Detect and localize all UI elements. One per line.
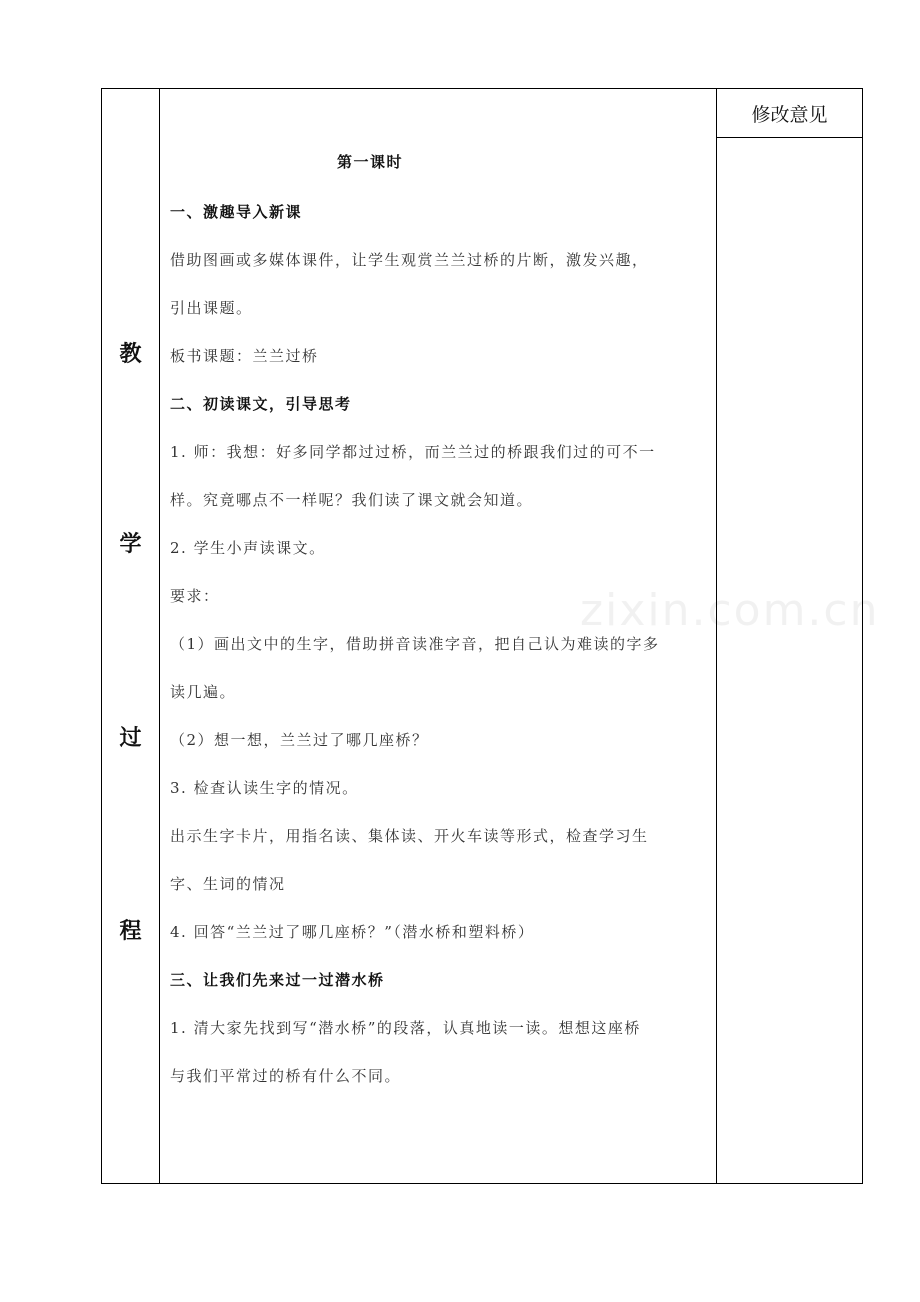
content-line: 板书课题：兰兰过桥: [170, 347, 319, 365]
side-label-char: 过: [119, 726, 142, 751]
column-divider: [716, 89, 717, 1183]
section-heading: 三、让我们先来过一过潜水桥: [170, 971, 385, 989]
content-line: 与我们平常过的桥有什么不同。: [170, 1067, 402, 1085]
content-line: 读几遍。: [170, 683, 237, 701]
content-line: （1）画出文中的生字，借助拼音读准字音，把自己认为难读的字多: [170, 635, 660, 653]
content-line: 字、生词的情况: [170, 875, 286, 893]
remarks-header: 修改意见: [751, 103, 828, 126]
side-label-char: 教: [119, 342, 142, 367]
content-line: 3. 检查认读生字的情况。: [170, 779, 359, 797]
content-line: （2）想一想，兰兰过了哪几座桥？: [170, 731, 429, 749]
section-heading: 一、激趣导入新课: [170, 203, 303, 221]
content-line: 1. 师：我想：好多同学都过过桥，而兰兰过的桥跟我们过的可不一: [170, 443, 656, 461]
content-line: 引出课题。: [170, 299, 253, 317]
content-line: 2. 学生小声读课文。: [170, 539, 326, 557]
section-heading: 二、初读课文，引导思考: [170, 395, 352, 413]
content-line: 借助图画或多媒体课件，让学生观赏兰兰过桥的片断，激发兴趣，: [170, 251, 649, 269]
side-label-char: 学: [119, 532, 142, 557]
lesson-table: [101, 88, 863, 1184]
content-line: 出示生字卡片，用指名读、集体读、开火车读等形式，检查学习生: [170, 827, 649, 845]
watermark-text: zixin.com.cn: [580, 585, 880, 636]
side-label-column: [102, 89, 159, 1183]
side-label-char: 程: [119, 919, 142, 944]
content-line: 4. 回答“兰兰过了哪几座桥？”（潜水桥和塑料桥）: [170, 923, 535, 941]
column-divider: [159, 89, 160, 1183]
content-line: 样。究竟哪点不一样呢？我们读了课文就会知道。: [170, 491, 534, 509]
content-line: 要求：: [170, 587, 220, 605]
content-line: 1. 清大家先找到写“潜水桥”的段落，认真地读一读。想想这座桥: [170, 1019, 641, 1037]
lesson-title: 第一课时: [336, 153, 403, 171]
header-divider: [716, 137, 862, 138]
